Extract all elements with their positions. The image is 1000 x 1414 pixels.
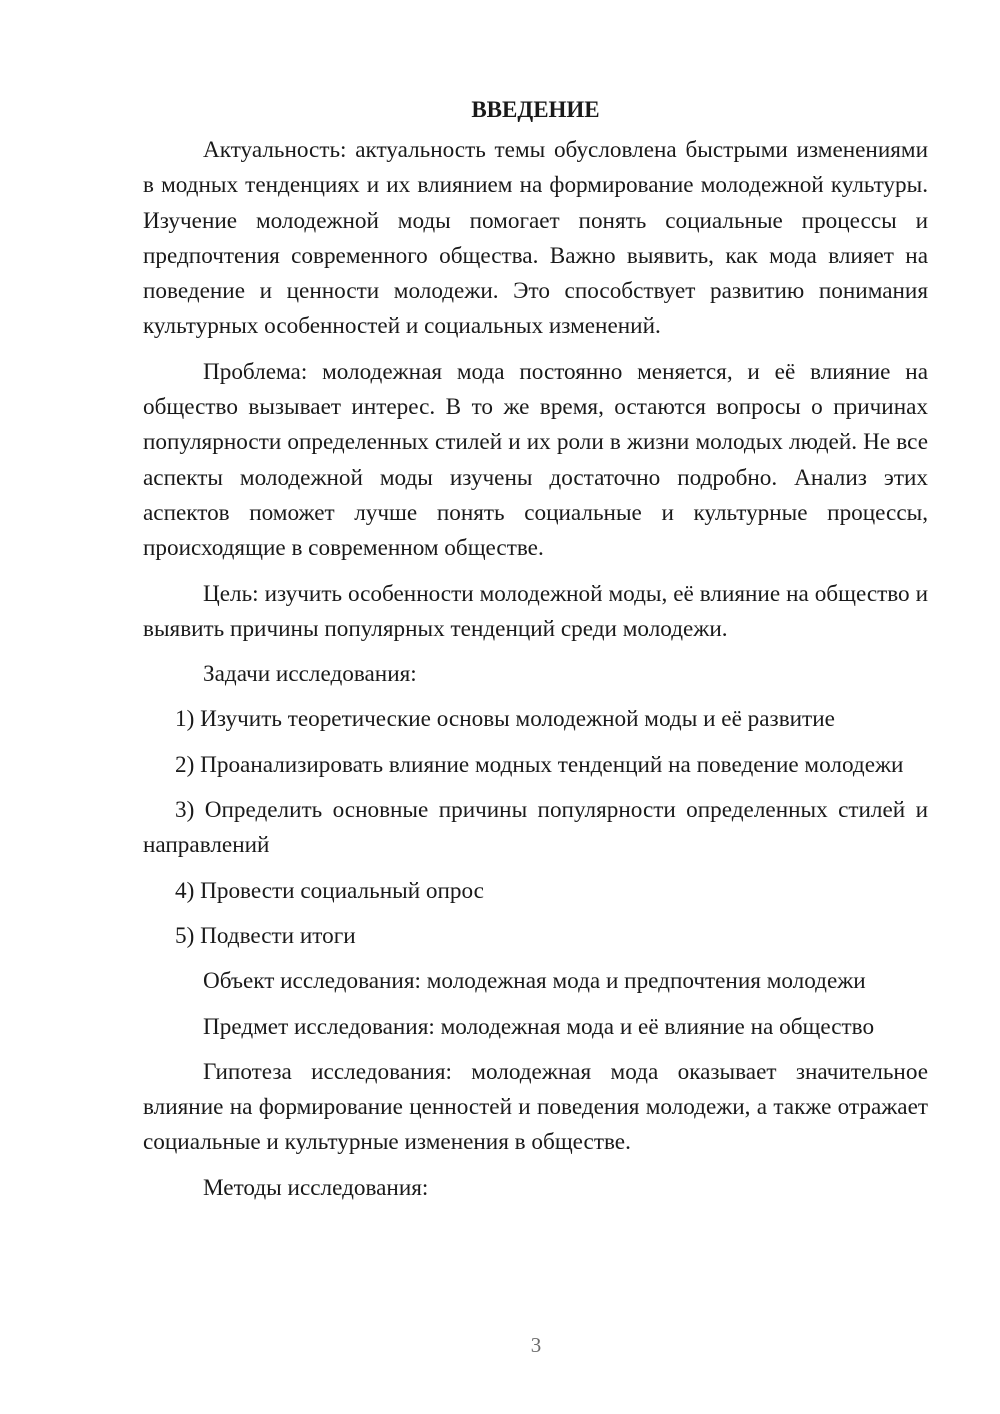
hypothesis-paragraph: Гипотеза исследования: молодежная мода оказывает значительное влияние на формирование ценностей и поведения молодежи, а также отражает социальные и культурные изменения в обществе. bbox=[143, 1058, 928, 1156]
task-item-1: 1) Изучить теоретические основы молодежной моды и её развитие bbox=[175, 706, 835, 733]
task-item-2: 2) Проанализировать влияние модных тенденций на поведение молодежи bbox=[175, 751, 904, 778]
object-paragraph: Объект исследования: молодежная мода и предпочтения молодежи bbox=[203, 968, 866, 995]
task-item-3: 3) Определить основные причины популярности определенных стилей и направлений bbox=[143, 797, 928, 859]
tasks-title: Задачи исследования: bbox=[203, 661, 417, 688]
page-number: 3 bbox=[530, 1333, 542, 1357]
methods-title: Методы исследования: bbox=[203, 1174, 429, 1201]
section-heading: ВВЕДЕНИЕ bbox=[471, 97, 600, 122]
task-item-5: 5) Подвести итоги bbox=[175, 922, 356, 949]
relevance-paragraph: Актуальность: актуальность темы обусловлена быстрыми изменениями в модных тенденциях и их влиянием на формирование молодежной культуры. Изучение молодежной моды помогает понять социальные процессы и предпочтения современного общества. Важно выявить, как мода влияет на поведение и ценности молодежи. Это способствует развитию понимания культурных особенностей и социальных изменений. bbox=[143, 137, 928, 340]
document-page bbox=[143, 92, 928, 1216]
subject-paragraph: Предмет исследования: молодежная мода и её влияние на общество bbox=[203, 1013, 875, 1040]
task-item-4: 4) Провести социальный опрос bbox=[175, 877, 484, 904]
goal-paragraph: Цель: изучить особенности молодежной моды, её влияние на общество и выявить причины популярных тенденций среди молодежи. bbox=[143, 580, 928, 642]
problem-paragraph: Проблема: молодежная мода постоянно меняется, и её влияние на общество вызывает интерес. В то же время, остаются вопросы о причинах популярности определенных стилей и их роли в жизни молодых людей. Не все аспекты молодежной моды изучены достаточно подробно. Анализ этих аспектов поможет лучше понять социальные и культурные процессы, происходящие в современном обществе. bbox=[143, 358, 928, 562]
